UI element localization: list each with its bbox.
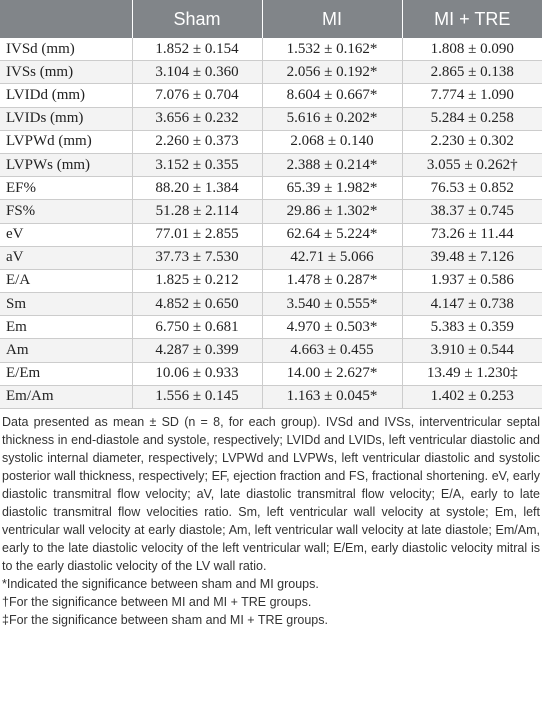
table-row bbox=[0, 293, 542, 316]
value-cell: 5.284 ± 0.258 bbox=[402, 107, 542, 130]
value-cell: 10.06 ± 0.933 bbox=[132, 362, 262, 385]
value-cell: 3.540 ± 0.555* bbox=[262, 293, 402, 316]
row-label: IVSd (mm) bbox=[0, 38, 132, 61]
row-label: E/Em bbox=[0, 362, 132, 385]
value-cell: 4.287 ± 0.399 bbox=[132, 339, 262, 362]
table-body bbox=[0, 38, 542, 409]
value-cell: 3.055 ± 0.262† bbox=[402, 153, 542, 176]
value-cell: 1.808 ± 0.090 bbox=[402, 38, 542, 61]
value-cell: 2.865 ± 0.138 bbox=[402, 61, 542, 84]
value-cell: 13.49 ± 1.230‡ bbox=[402, 362, 542, 385]
value-cell: 4.970 ± 0.503* bbox=[262, 316, 402, 339]
row-label: LVIDd (mm) bbox=[0, 84, 132, 107]
header-cell-sham: Sham bbox=[132, 0, 262, 38]
table-row bbox=[0, 385, 542, 408]
value-cell: 1.532 ± 0.162* bbox=[262, 38, 402, 61]
value-cell: 4.852 ± 0.650 bbox=[132, 293, 262, 316]
row-label: eV bbox=[0, 223, 132, 246]
value-cell: 37.73 ± 7.530 bbox=[132, 246, 262, 269]
row-label: IVSs (mm) bbox=[0, 61, 132, 84]
value-cell: 1.825 ± 0.212 bbox=[132, 269, 262, 292]
table-row bbox=[0, 316, 542, 339]
table-footnotes bbox=[0, 409, 542, 629]
header-cell-mi-tre: MI + TRE bbox=[402, 0, 542, 38]
value-cell: 88.20 ± 1.384 bbox=[132, 177, 262, 200]
table-header-row bbox=[0, 0, 542, 38]
footnote-star: *Indicated the significance between sham and MI groups. bbox=[2, 577, 319, 591]
value-cell: 1.402 ± 0.253 bbox=[402, 385, 542, 408]
header-cell-mi: MI bbox=[262, 0, 402, 38]
value-cell: 51.28 ± 2.114 bbox=[132, 200, 262, 223]
table-row bbox=[0, 153, 542, 176]
row-label: LVPWd (mm) bbox=[0, 130, 132, 153]
value-cell: 8.604 ± 0.667* bbox=[262, 84, 402, 107]
value-cell: 7.774 ± 1.090 bbox=[402, 84, 542, 107]
value-cell: 1.478 ± 0.287* bbox=[262, 269, 402, 292]
value-cell: 73.26 ± 11.44 bbox=[402, 223, 542, 246]
value-cell: 62.64 ± 5.224* bbox=[262, 223, 402, 246]
value-cell: 2.068 ± 0.140 bbox=[262, 130, 402, 153]
value-cell: 39.48 ± 7.126 bbox=[402, 246, 542, 269]
row-label: E/A bbox=[0, 269, 132, 292]
value-cell: 1.852 ± 0.154 bbox=[132, 38, 262, 61]
value-cell: 3.152 ± 0.355 bbox=[132, 153, 262, 176]
footnote-double-dagger: ‡For the significance between sham and MI + TRE groups. bbox=[2, 613, 328, 627]
value-cell: 3.910 ± 0.544 bbox=[402, 339, 542, 362]
row-label: Sm bbox=[0, 293, 132, 316]
value-cell: 4.147 ± 0.738 bbox=[402, 293, 542, 316]
value-cell: 3.104 ± 0.360 bbox=[132, 61, 262, 84]
table-row bbox=[0, 130, 542, 153]
table-row bbox=[0, 362, 542, 385]
row-label: EF% bbox=[0, 177, 132, 200]
value-cell: 14.00 ± 2.627* bbox=[262, 362, 402, 385]
table-row bbox=[0, 177, 542, 200]
value-cell: 65.39 ± 1.982* bbox=[262, 177, 402, 200]
table-row bbox=[0, 84, 542, 107]
table-row bbox=[0, 61, 542, 84]
row-label: Em/Am bbox=[0, 385, 132, 408]
row-label: Em bbox=[0, 316, 132, 339]
value-cell: 5.383 ± 0.359 bbox=[402, 316, 542, 339]
table-row bbox=[0, 200, 542, 223]
table-row bbox=[0, 107, 542, 130]
value-cell: 1.937 ± 0.586 bbox=[402, 269, 542, 292]
value-cell: 2.388 ± 0.214* bbox=[262, 153, 402, 176]
row-label: FS% bbox=[0, 200, 132, 223]
value-cell: 42.71 ± 5.066 bbox=[262, 246, 402, 269]
header-cell-parameter bbox=[0, 0, 132, 38]
table-row bbox=[0, 246, 542, 269]
value-cell: 76.53 ± 0.852 bbox=[402, 177, 542, 200]
table-row bbox=[0, 269, 542, 292]
row-label: LVPWs (mm) bbox=[0, 153, 132, 176]
row-label: LVIDs (mm) bbox=[0, 107, 132, 130]
value-cell: 4.663 ± 0.455 bbox=[262, 339, 402, 362]
value-cell: 3.656 ± 0.232 bbox=[132, 107, 262, 130]
table-row bbox=[0, 38, 542, 61]
table-row bbox=[0, 339, 542, 362]
value-cell: 5.616 ± 0.202* bbox=[262, 107, 402, 130]
value-cell: 7.076 ± 0.704 bbox=[132, 84, 262, 107]
footnote-dagger: †For the significance between MI and MI + TRE groups. bbox=[2, 595, 312, 609]
value-cell: 1.556 ± 0.145 bbox=[132, 385, 262, 408]
row-label: Am bbox=[0, 339, 132, 362]
value-cell: 77.01 ± 2.855 bbox=[132, 223, 262, 246]
value-cell: 2.260 ± 0.373 bbox=[132, 130, 262, 153]
value-cell: 29.86 ± 1.302* bbox=[262, 200, 402, 223]
footnote-description: Data presented as mean ± SD (n = 8, for each group). IVSd and IVSs, interventricular septal thickness in end-diastole and systole, respectively; LVIDd and LVIDs, left ventricular diastolic and systolic internal diameter, respectively; LVPWd and LVPWs, left ventricular diastolic and systolic posterior wall thickness, respectively; EF, ejection fraction and FS, fractional shortening. eV, early diastolic transmitral flow velocity; aV, late diastolic transmitral flow velocity; E/A, early to late diastolic transmitral flow velocities ratio. Sm, left ventricular wall velocity at systole; Em, left ventricular wall velocity at early diastole; Am, left ventricular wall velocity at late diastole; Em/Am, early to the late diastolic velocity of the left ventricular wall; E/Em, early diastolic velocity mitral is to the early diastolic velocity of the LV wall ratio. bbox=[2, 415, 540, 573]
table-row bbox=[0, 223, 542, 246]
value-cell: 38.37 ± 0.745 bbox=[402, 200, 542, 223]
value-cell: 1.163 ± 0.045* bbox=[262, 385, 402, 408]
value-cell: 2.056 ± 0.192* bbox=[262, 61, 402, 84]
value-cell: 6.750 ± 0.681 bbox=[132, 316, 262, 339]
value-cell: 2.230 ± 0.302 bbox=[402, 130, 542, 153]
row-label: aV bbox=[0, 246, 132, 269]
